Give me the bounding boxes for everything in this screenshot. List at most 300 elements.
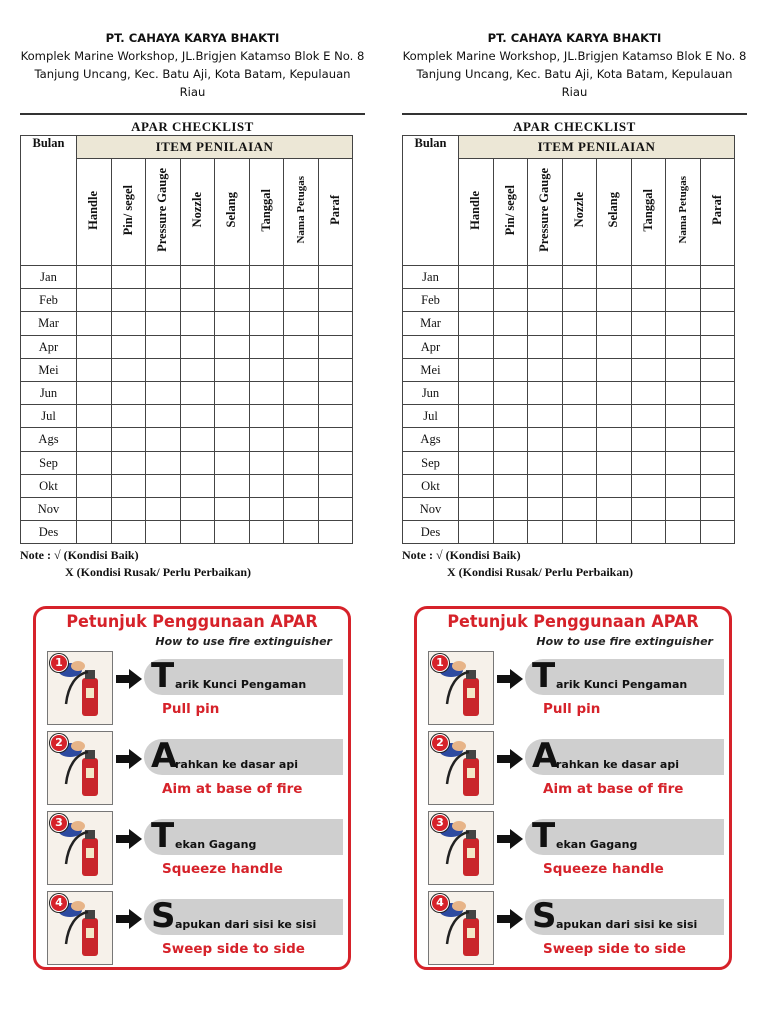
- check-cell[interactable]: [528, 312, 563, 335]
- check-cell[interactable]: [562, 497, 597, 520]
- check-cell[interactable]: [111, 381, 146, 404]
- month-row: [21, 428, 353, 451]
- column-header: Handle: [77, 159, 112, 266]
- checklist-title: APAR CHECKLIST: [131, 119, 254, 134]
- month-label: Apr: [403, 335, 459, 358]
- header-rule: [402, 113, 747, 115]
- month-label: Jul: [21, 405, 77, 428]
- poster-step: [428, 651, 724, 725]
- check-cell[interactable]: [597, 358, 632, 381]
- check-cell[interactable]: [493, 428, 528, 451]
- check-cell[interactable]: [597, 521, 632, 544]
- step-indonesian: arik Kunci Pengaman: [175, 678, 307, 691]
- check-cell[interactable]: [666, 521, 701, 544]
- check-cell[interactable]: [666, 451, 701, 474]
- check-cell[interactable]: [215, 312, 250, 335]
- check-cell[interactable]: [111, 312, 146, 335]
- check-cell[interactable]: [111, 428, 146, 451]
- month-label: Sep: [403, 451, 459, 474]
- company-header: [402, 29, 747, 101]
- company-header: [20, 29, 365, 101]
- check-cell[interactable]: [459, 451, 494, 474]
- extinguisher-illustration: [47, 651, 113, 725]
- check-cell[interactable]: [459, 312, 494, 335]
- check-cell[interactable]: [249, 521, 284, 544]
- check-cell[interactable]: [493, 312, 528, 335]
- check-cell[interactable]: [77, 521, 112, 544]
- check-cell[interactable]: [249, 289, 284, 312]
- check-cell[interactable]: [631, 358, 666, 381]
- step-indonesian: ekan Gagang: [175, 838, 257, 851]
- check-cell[interactable]: [631, 474, 666, 497]
- check-cell[interactable]: [215, 521, 250, 544]
- step-english: Sweep side to side: [543, 941, 686, 957]
- column-header: Pin/ segel: [111, 159, 146, 266]
- step-english: Aim at base of fire: [543, 781, 684, 797]
- check-cell[interactable]: [146, 451, 181, 474]
- month-label: Des: [403, 521, 459, 544]
- step-english: Aim at base of fire: [162, 781, 303, 797]
- check-cell[interactable]: [77, 428, 112, 451]
- item-penilaian-header: ITEM PENILAIAN: [459, 136, 735, 159]
- checklist-table: [20, 135, 353, 544]
- check-cell[interactable]: [77, 335, 112, 358]
- arrow-right-icon: [497, 669, 523, 689]
- month-row: [403, 521, 735, 544]
- check-cell[interactable]: [318, 474, 353, 497]
- extinguisher-illustration: [47, 811, 113, 885]
- check-cell[interactable]: [180, 266, 215, 289]
- check-cell[interactable]: [493, 335, 528, 358]
- check-cell[interactable]: [631, 428, 666, 451]
- check-cell[interactable]: [597, 381, 632, 404]
- check-cell[interactable]: [631, 521, 666, 544]
- check-cell[interactable]: [631, 335, 666, 358]
- step-english: Sweep side to side: [162, 941, 305, 957]
- check-cell[interactable]: [111, 497, 146, 520]
- check-cell[interactable]: [459, 266, 494, 289]
- check-cell[interactable]: [562, 289, 597, 312]
- check-cell[interactable]: [318, 381, 353, 404]
- note-good: √ (Kondisi Baik): [53, 548, 139, 563]
- poster-step: [47, 891, 343, 965]
- check-cell[interactable]: [528, 521, 563, 544]
- check-cell[interactable]: [146, 521, 181, 544]
- check-cell[interactable]: [666, 381, 701, 404]
- check-cell[interactable]: [284, 451, 319, 474]
- check-cell[interactable]: [631, 266, 666, 289]
- check-cell[interactable]: [284, 497, 319, 520]
- note-good: √ (Kondisi Baik): [435, 548, 521, 563]
- check-cell[interactable]: [77, 358, 112, 381]
- company-address-line1: Komplek Marine Workshop, JL.Brigjen Katamso Blok E No. 8: [402, 49, 747, 63]
- check-cell[interactable]: [284, 521, 319, 544]
- month-row: [403, 312, 735, 335]
- check-cell[interactable]: [459, 405, 494, 428]
- check-cell[interactable]: [249, 358, 284, 381]
- check-cell[interactable]: [180, 521, 215, 544]
- check-cell[interactable]: [284, 428, 319, 451]
- check-cell[interactable]: [666, 405, 701, 428]
- check-cell[interactable]: [700, 405, 735, 428]
- month-row: [403, 358, 735, 381]
- check-cell[interactable]: [528, 335, 563, 358]
- check-cell[interactable]: [597, 497, 632, 520]
- check-cell[interactable]: [700, 497, 735, 520]
- check-cell[interactable]: [180, 289, 215, 312]
- check-cell[interactable]: [215, 405, 250, 428]
- check-cell[interactable]: [249, 381, 284, 404]
- step-indonesian: rahkan ke dasar api: [556, 758, 679, 771]
- column-header: Nama Petugas: [666, 159, 701, 266]
- check-cell[interactable]: [249, 474, 284, 497]
- step-number: 2: [50, 734, 68, 752]
- check-cell[interactable]: [284, 312, 319, 335]
- month-label: Okt: [21, 474, 77, 497]
- check-cell[interactable]: [77, 497, 112, 520]
- month-row: [21, 312, 353, 335]
- check-cell[interactable]: [111, 289, 146, 312]
- check-cell[interactable]: [318, 266, 353, 289]
- step-english: Squeeze handle: [543, 861, 664, 877]
- bulan-header: Bulan: [403, 136, 459, 266]
- check-cell[interactable]: [284, 358, 319, 381]
- check-cell[interactable]: [77, 289, 112, 312]
- check-cell[interactable]: [215, 335, 250, 358]
- check-cell[interactable]: [700, 289, 735, 312]
- check-cell[interactable]: [700, 335, 735, 358]
- check-cell[interactable]: [146, 381, 181, 404]
- column-header: Paraf: [700, 159, 735, 266]
- month-row: [21, 289, 353, 312]
- check-cell[interactable]: [180, 335, 215, 358]
- month-label: Des: [21, 521, 77, 544]
- check-cell[interactable]: [180, 405, 215, 428]
- checklist-title: APAR CHECKLIST: [513, 119, 636, 134]
- check-cell[interactable]: [180, 358, 215, 381]
- check-cell[interactable]: [146, 428, 181, 451]
- check-cell[interactable]: [631, 312, 666, 335]
- check-cell[interactable]: [666, 497, 701, 520]
- check-cell[interactable]: [528, 358, 563, 381]
- month-row: [21, 335, 353, 358]
- check-cell[interactable]: [562, 335, 597, 358]
- month-row: [21, 497, 353, 520]
- check-cell[interactable]: [700, 312, 735, 335]
- check-cell[interactable]: [459, 335, 494, 358]
- check-cell[interactable]: [111, 405, 146, 428]
- month-row: [403, 266, 735, 289]
- step-indonesian: apukan dari sisi ke sisi: [175, 918, 317, 931]
- check-cell[interactable]: [215, 451, 250, 474]
- poster-title: Petunjuk Penggunaan APAR: [447, 612, 699, 632]
- check-cell[interactable]: [528, 474, 563, 497]
- step-english: Pull pin: [162, 701, 220, 717]
- check-cell[interactable]: [111, 474, 146, 497]
- step-indonesian: rahkan ke dasar api: [175, 758, 298, 771]
- check-cell[interactable]: [318, 428, 353, 451]
- check-cell[interactable]: [562, 521, 597, 544]
- arrow-right-icon: [497, 829, 523, 849]
- check-cell[interactable]: [77, 451, 112, 474]
- check-cell[interactable]: [700, 381, 735, 404]
- step-number: 3: [431, 814, 449, 832]
- month-label: Ags: [21, 428, 77, 451]
- header-rule: [20, 113, 365, 115]
- check-cell[interactable]: [318, 405, 353, 428]
- check-cell[interactable]: [562, 405, 597, 428]
- check-cell[interactable]: [249, 405, 284, 428]
- check-cell[interactable]: [459, 381, 494, 404]
- check-cell[interactable]: [700, 521, 735, 544]
- company-address-line1: Komplek Marine Workshop, JL.Brigjen Katamso Blok E No. 8: [20, 49, 365, 63]
- poster-subtitle: How to use fire extinguisher: [536, 635, 713, 648]
- step-number: 4: [431, 894, 449, 912]
- check-cell[interactable]: [528, 405, 563, 428]
- month-label: Feb: [21, 289, 77, 312]
- check-cell[interactable]: [631, 381, 666, 404]
- extinguisher-illustration: [47, 891, 113, 965]
- check-cell[interactable]: [597, 335, 632, 358]
- check-cell[interactable]: [666, 358, 701, 381]
- check-cell[interactable]: [493, 289, 528, 312]
- month-row: [403, 451, 735, 474]
- check-cell[interactable]: [249, 312, 284, 335]
- check-cell[interactable]: [459, 521, 494, 544]
- month-row: [403, 405, 735, 428]
- check-cell[interactable]: [146, 497, 181, 520]
- check-cell[interactable]: [562, 428, 597, 451]
- check-cell[interactable]: [249, 451, 284, 474]
- check-cell[interactable]: [597, 474, 632, 497]
- check-cell[interactable]: [597, 289, 632, 312]
- step-english: Pull pin: [543, 701, 601, 717]
- company-name: PT. CAHAYA KARYA BHAKTI: [487, 31, 662, 45]
- step-letter: A: [151, 736, 178, 776]
- check-cell[interactable]: [493, 521, 528, 544]
- column-header: Selang: [215, 159, 250, 266]
- check-cell[interactable]: [631, 497, 666, 520]
- month-label: Nov: [21, 497, 77, 520]
- check-cell[interactable]: [666, 312, 701, 335]
- month-row: [403, 335, 735, 358]
- check-cell[interactable]: [284, 381, 319, 404]
- month-label: Ags: [403, 428, 459, 451]
- check-cell[interactable]: [666, 428, 701, 451]
- check-cell[interactable]: [284, 266, 319, 289]
- check-cell[interactable]: [459, 474, 494, 497]
- check-cell[interactable]: [146, 289, 181, 312]
- check-cell[interactable]: [666, 266, 701, 289]
- check-cell[interactable]: [215, 497, 250, 520]
- step-indonesian: arik Kunci Pengaman: [556, 678, 688, 691]
- check-cell[interactable]: [77, 312, 112, 335]
- check-cell[interactable]: [562, 358, 597, 381]
- step-letter: S: [532, 896, 557, 936]
- column-header: Pressure Gauge: [528, 159, 563, 266]
- check-cell[interactable]: [215, 358, 250, 381]
- check-cell[interactable]: [215, 289, 250, 312]
- legend-note: [402, 547, 747, 581]
- check-cell[interactable]: [77, 266, 112, 289]
- check-cell[interactable]: [111, 266, 146, 289]
- check-cell[interactable]: [318, 451, 353, 474]
- month-rows: [403, 266, 735, 544]
- right-copy: [402, 0, 747, 957]
- check-cell[interactable]: [700, 266, 735, 289]
- check-cell[interactable]: [528, 428, 563, 451]
- check-cell[interactable]: [215, 266, 250, 289]
- check-cell[interactable]: [284, 335, 319, 358]
- month-rows: [21, 266, 353, 544]
- check-cell[interactable]: [318, 521, 353, 544]
- check-cell[interactable]: [631, 289, 666, 312]
- poster-step: [47, 811, 343, 885]
- step-letter: A: [532, 736, 559, 776]
- check-cell[interactable]: [666, 474, 701, 497]
- check-cell[interactable]: [146, 266, 181, 289]
- check-cell[interactable]: [493, 405, 528, 428]
- check-cell[interactable]: [597, 451, 632, 474]
- check-cell[interactable]: [597, 266, 632, 289]
- check-cell[interactable]: [111, 521, 146, 544]
- month-label: Jun: [21, 381, 77, 404]
- check-cell[interactable]: [318, 335, 353, 358]
- check-cell[interactable]: [318, 289, 353, 312]
- check-cell[interactable]: [666, 289, 701, 312]
- month-row: [21, 266, 353, 289]
- check-cell[interactable]: [318, 312, 353, 335]
- check-cell[interactable]: [146, 312, 181, 335]
- step-letter: T: [532, 816, 556, 856]
- month-row: [403, 497, 735, 520]
- check-cell[interactable]: [249, 266, 284, 289]
- legend-note: [20, 547, 365, 581]
- check-cell[interactable]: [77, 381, 112, 404]
- check-cell[interactable]: [528, 289, 563, 312]
- check-cell[interactable]: [597, 312, 632, 335]
- check-cell[interactable]: [631, 405, 666, 428]
- check-cell[interactable]: [562, 451, 597, 474]
- check-cell[interactable]: [180, 451, 215, 474]
- column-header: Nozzle: [180, 159, 215, 266]
- check-cell[interactable]: [318, 497, 353, 520]
- note-label: Note :: [402, 548, 433, 563]
- month-row: [21, 381, 353, 404]
- check-cell[interactable]: [493, 451, 528, 474]
- check-cell[interactable]: [562, 381, 597, 404]
- check-cell[interactable]: [528, 266, 563, 289]
- month-label: Feb: [403, 289, 459, 312]
- extinguisher-illustration: [428, 811, 494, 885]
- column-header: Tanggal: [631, 159, 666, 266]
- check-cell[interactable]: [215, 474, 250, 497]
- month-row: [21, 405, 353, 428]
- checklist-table: [402, 135, 735, 544]
- check-cell[interactable]: [700, 451, 735, 474]
- arrow-right-icon: [497, 909, 523, 929]
- step-number: 3: [50, 814, 68, 832]
- check-cell[interactable]: [180, 428, 215, 451]
- note-bad: X (Kondisi Rusak/ Perlu Perbaikan): [447, 565, 634, 580]
- check-cell[interactable]: [284, 289, 319, 312]
- poster-step: [428, 731, 724, 805]
- check-cell[interactable]: [631, 451, 666, 474]
- check-cell[interactable]: [111, 358, 146, 381]
- check-cell[interactable]: [459, 358, 494, 381]
- check-cell[interactable]: [493, 497, 528, 520]
- check-cell[interactable]: [493, 381, 528, 404]
- check-cell[interactable]: [284, 474, 319, 497]
- step-letter: T: [151, 816, 175, 856]
- extinguisher-illustration: [47, 731, 113, 805]
- check-cell[interactable]: [249, 497, 284, 520]
- check-cell[interactable]: [562, 312, 597, 335]
- check-cell[interactable]: [111, 335, 146, 358]
- company-address-line2: Tanjung Uncang, Kec. Batu Aji, Kota Batam, Kepulauan Riau: [416, 67, 733, 99]
- check-cell[interactable]: [77, 405, 112, 428]
- check-cell[interactable]: [146, 358, 181, 381]
- check-cell[interactable]: [528, 381, 563, 404]
- check-cell[interactable]: [528, 497, 563, 520]
- check-cell[interactable]: [318, 358, 353, 381]
- month-row: [21, 358, 353, 381]
- check-cell[interactable]: [493, 266, 528, 289]
- check-cell[interactable]: [180, 381, 215, 404]
- check-cell[interactable]: [180, 312, 215, 335]
- arrow-right-icon: [497, 749, 523, 769]
- month-label: Mei: [21, 358, 77, 381]
- check-cell[interactable]: [180, 474, 215, 497]
- month-row: [21, 474, 353, 497]
- check-cell[interactable]: [146, 405, 181, 428]
- check-cell[interactable]: [249, 335, 284, 358]
- check-cell[interactable]: [666, 335, 701, 358]
- check-cell[interactable]: [249, 428, 284, 451]
- arrow-right-icon: [116, 909, 142, 929]
- check-cell[interactable]: [215, 381, 250, 404]
- poster-step: [47, 731, 343, 805]
- check-cell[interactable]: [700, 474, 735, 497]
- check-cell[interactable]: [215, 428, 250, 451]
- check-cell[interactable]: [493, 358, 528, 381]
- column-header: Selang: [597, 159, 632, 266]
- check-cell[interactable]: [493, 474, 528, 497]
- step-number: 1: [431, 654, 449, 672]
- check-cell[interactable]: [146, 335, 181, 358]
- check-cell[interactable]: [700, 358, 735, 381]
- step-number: 2: [431, 734, 449, 752]
- check-cell[interactable]: [111, 451, 146, 474]
- check-cell[interactable]: [284, 405, 319, 428]
- step-letter: T: [151, 656, 175, 696]
- check-cell[interactable]: [597, 405, 632, 428]
- check-cell[interactable]: [597, 428, 632, 451]
- check-cell[interactable]: [180, 497, 215, 520]
- extinguisher-illustration: [428, 651, 494, 725]
- check-cell[interactable]: [700, 428, 735, 451]
- column-header: Pin/ segel: [493, 159, 528, 266]
- check-cell[interactable]: [562, 266, 597, 289]
- check-cell[interactable]: [459, 428, 494, 451]
- check-cell[interactable]: [77, 474, 112, 497]
- month-label: Jun: [403, 381, 459, 404]
- check-cell[interactable]: [146, 474, 181, 497]
- check-cell[interactable]: [528, 451, 563, 474]
- check-cell[interactable]: [562, 474, 597, 497]
- check-cell[interactable]: [459, 497, 494, 520]
- check-cell[interactable]: [459, 289, 494, 312]
